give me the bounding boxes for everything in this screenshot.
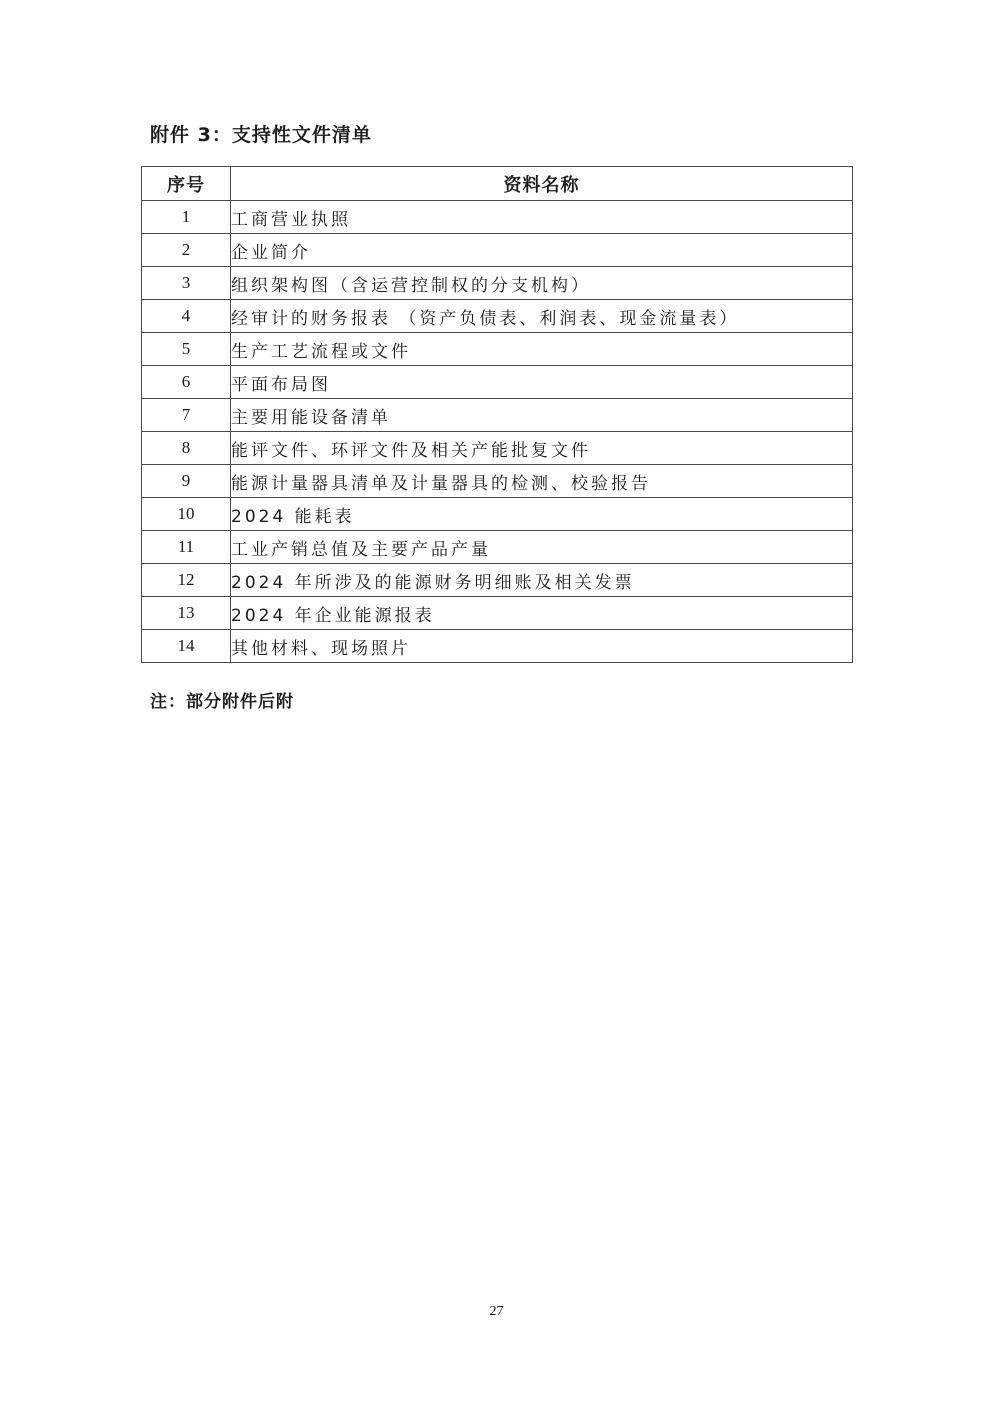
table-row	[142, 564, 853, 597]
row-number: 14	[142, 630, 231, 663]
table-row	[142, 531, 853, 564]
row-number: 13	[142, 597, 231, 630]
document-name: 平面布局图	[231, 366, 853, 399]
row-number: 8	[142, 432, 231, 465]
row-number: 5	[142, 333, 231, 366]
document-name: 2024 年所涉及的能源财务明细账及相关发票	[231, 564, 853, 597]
row-number: 9	[142, 465, 231, 498]
row-number: 7	[142, 399, 231, 432]
row-number: 12	[142, 564, 231, 597]
table-row	[142, 597, 853, 630]
table-row	[142, 333, 853, 366]
table-header-row	[142, 167, 853, 201]
table-row	[142, 366, 853, 399]
column-header-name: 资料名称	[231, 167, 853, 201]
row-number: 11	[142, 531, 231, 564]
table-row	[142, 300, 853, 333]
page-number: 27	[489, 1304, 504, 1319]
table-row	[142, 498, 853, 531]
document-name: 能源计量器具清单及计量器具的检测、校验报告	[231, 465, 853, 498]
footnote: 注：部分附件后附	[150, 692, 294, 712]
document-name: 组织架构图（含运营控制权的分支机构）	[231, 267, 853, 300]
table-row	[142, 267, 853, 300]
document-name: 2024 年企业能源报表	[231, 597, 853, 630]
row-number: 10	[142, 498, 231, 531]
document-name: 生产工艺流程或文件	[231, 333, 853, 366]
document-name: 主要用能设备清单	[231, 399, 853, 432]
table-row	[142, 201, 853, 234]
document-name: 企业简介	[231, 234, 853, 267]
table-row	[142, 432, 853, 465]
document-name: 经审计的财务报表 （资产负债表、利润表、现金流量表）	[231, 300, 853, 333]
document-name: 工业产销总值及主要产品产量	[231, 531, 853, 564]
row-number: 1	[142, 201, 231, 234]
row-number: 4	[142, 300, 231, 333]
row-number: 3	[142, 267, 231, 300]
row-number: 6	[142, 366, 231, 399]
document-name: 2024 能耗表	[231, 498, 853, 531]
table-row	[142, 630, 853, 663]
supporting-documents-table	[141, 166, 853, 663]
table-row	[142, 465, 853, 498]
column-header-no: 序号	[142, 167, 231, 201]
table-row	[142, 234, 853, 267]
row-number: 2	[142, 234, 231, 267]
document-name: 其他材料、现场照片	[231, 630, 853, 663]
document-name: 工商营业执照	[231, 201, 853, 234]
document-title: 附件 3：支持性文件清单	[150, 124, 372, 146]
document-name: 能评文件、环评文件及相关产能批复文件	[231, 432, 853, 465]
table-row	[142, 399, 853, 432]
